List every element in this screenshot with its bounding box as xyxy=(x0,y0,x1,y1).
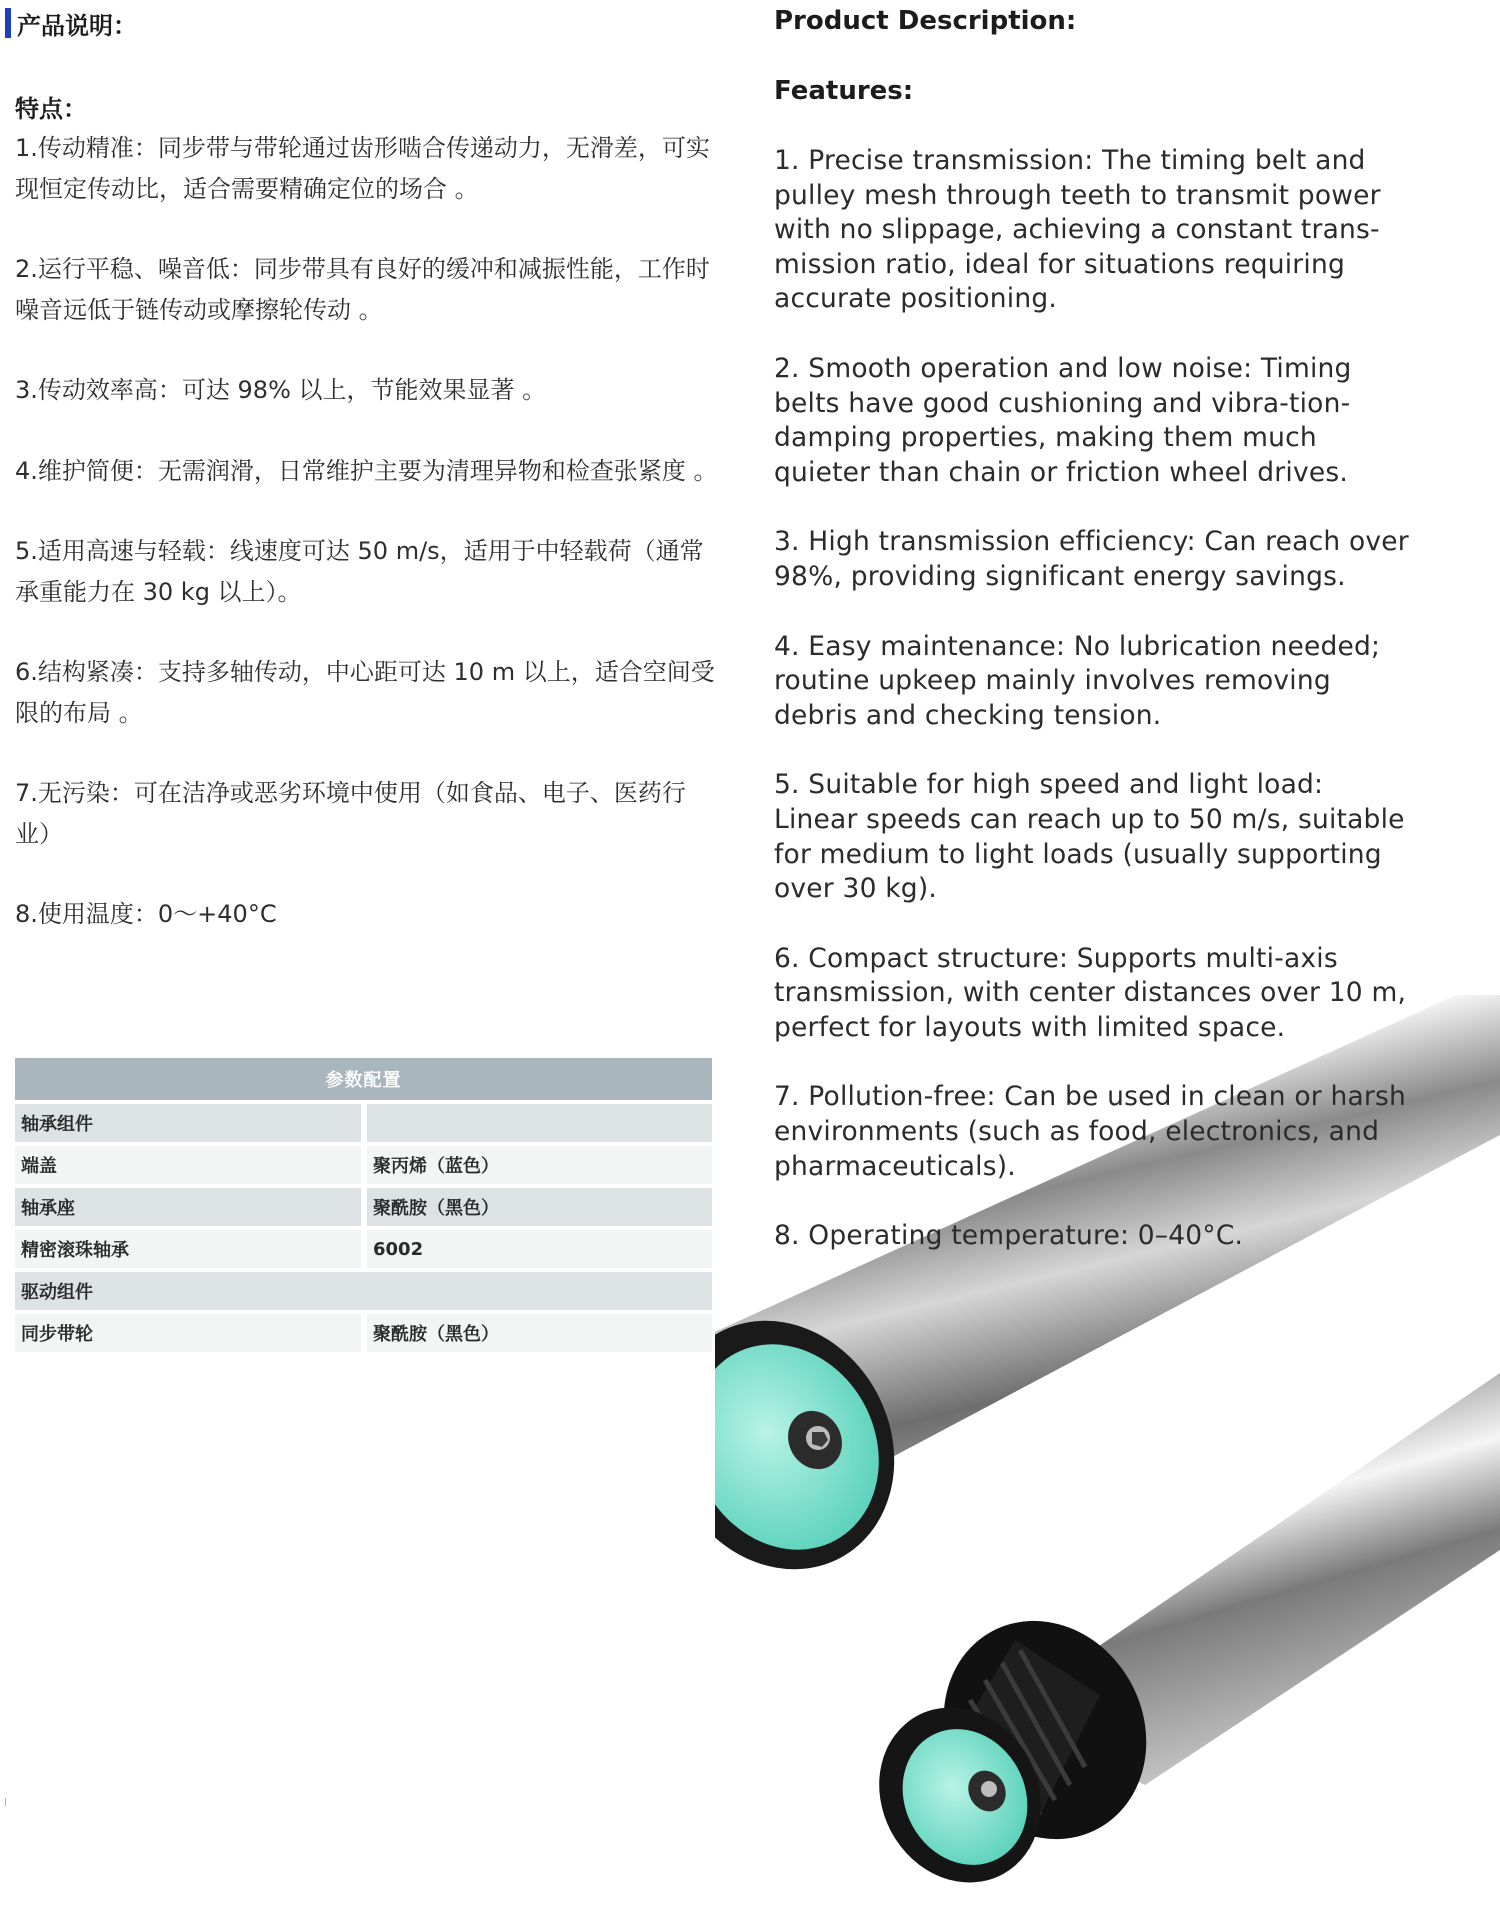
table-row xyxy=(15,1272,712,1310)
en-feature-4: 4. Easy maintenance: No lubrication needed; routine upkeep mainly involves removing debris and checking tension. xyxy=(774,630,1381,731)
spec-name: 同步带轮 xyxy=(15,1314,367,1352)
cn-feature-5: 5.适用高速与轻载：线速度可达 50 m/s，适用于中轻载荷（通常承重能力在 30 kg 以上）。 xyxy=(15,537,704,606)
spec-name: 精密滚珠轴承 xyxy=(15,1230,367,1268)
spec-name: 驱动组件 xyxy=(15,1272,712,1310)
cn-feature-7: 7.无污染：可在洁净或恶劣环境中使用（如食品、电子、医药行业） xyxy=(15,779,686,848)
spec-value: 6002 xyxy=(367,1230,712,1268)
cn-feature-2: 2.运行平稳、噪音低：同步带具有良好的缓冲和减振性能，工作时噪音远低于链传动或摩擦轮传动 。 xyxy=(15,255,710,324)
spec-table xyxy=(15,1054,712,1356)
chinese-description xyxy=(15,6,720,935)
page-mark xyxy=(5,1798,6,1806)
cn-feature-8: 8.使用温度：0～+40°C xyxy=(15,900,277,928)
spec-value: 聚丙烯（蓝色） xyxy=(367,1146,712,1184)
spec-name: 轴承组件 xyxy=(15,1104,367,1142)
cn-features-list xyxy=(15,128,720,935)
cn-feature-4: 4.维护简便：无需润滑，日常维护主要为清理异物和检查张紧度 。 xyxy=(15,456,718,485)
table-row xyxy=(15,1314,712,1352)
table-row xyxy=(15,1104,712,1142)
spec-value: 聚酰胺（黑色） xyxy=(367,1188,712,1226)
table-row xyxy=(15,1146,712,1184)
spec-name: 轴承座 xyxy=(15,1188,367,1226)
spec-name: 端盖 xyxy=(15,1146,367,1184)
cn-title-text: 产品说明： xyxy=(17,11,137,40)
spec-table-header: 参数配置 xyxy=(15,1058,712,1100)
english-description xyxy=(774,4,1414,1254)
en-features-heading: Features: xyxy=(774,76,914,106)
en-title: Product Description: xyxy=(774,6,1077,36)
en-feature-2: 2. Smooth operation and low noise: Timing belts have good cushioning and vibra-tion-damping properties, making them much quieter than chain or friction wheel drives. xyxy=(774,352,1352,488)
en-feature-5: 5. Suitable for high speed and light load: Linear speeds can reach up to 50 m/s, suitable for medium to light loads (usually supporting over 30 kg). xyxy=(774,769,1405,905)
spec-value: 聚酰胺（黑色） xyxy=(367,1314,712,1352)
table-row xyxy=(15,1230,712,1268)
en-feature-7: 7. Pollution-free: Can be used in clean or harsh environments (such as food, electronics, and pharmaceuticals). xyxy=(774,1081,1407,1182)
en-feature-1: 1. Precise transmission: The timing belt and pulley mesh through teeth to transmit power with no slippage, achieving a constant trans-mission ratio, ideal for situations requiring accurate positioning. xyxy=(774,145,1381,315)
en-features-list xyxy=(774,144,1414,1254)
cn-feature-6: 6.结构紧凑：支持多轴传动，中心距可达 10 m 以上，适合空间受限的布局 。 xyxy=(15,658,715,727)
spec-value xyxy=(367,1104,712,1142)
table-row xyxy=(15,1188,712,1226)
en-feature-6: 6. Compact structure: Supports multi-axis transmission, with center distances over 10 m, perfect for layouts with limited space. xyxy=(774,942,1407,1043)
cn-feature-3: 3.传动效率高：可达 98% 以上，节能效果显著 。 xyxy=(15,376,547,404)
cn-features-heading: 特点： xyxy=(15,95,87,123)
en-feature-3: 3. High transmission efficiency: Can reach over 98%, providing significant energy savings. xyxy=(774,526,1409,592)
title-accent-bar xyxy=(5,8,11,38)
en-feature-8: 8. Operating temperature: 0–40°C. xyxy=(774,1220,1244,1252)
cn-feature-1: 1.传动精准：同步带与带轮通过齿形啮合传递动力，无滑差，可实现恒定传动比，适合需要精确定位的场合 。 xyxy=(15,134,710,203)
cn-title xyxy=(15,6,720,40)
